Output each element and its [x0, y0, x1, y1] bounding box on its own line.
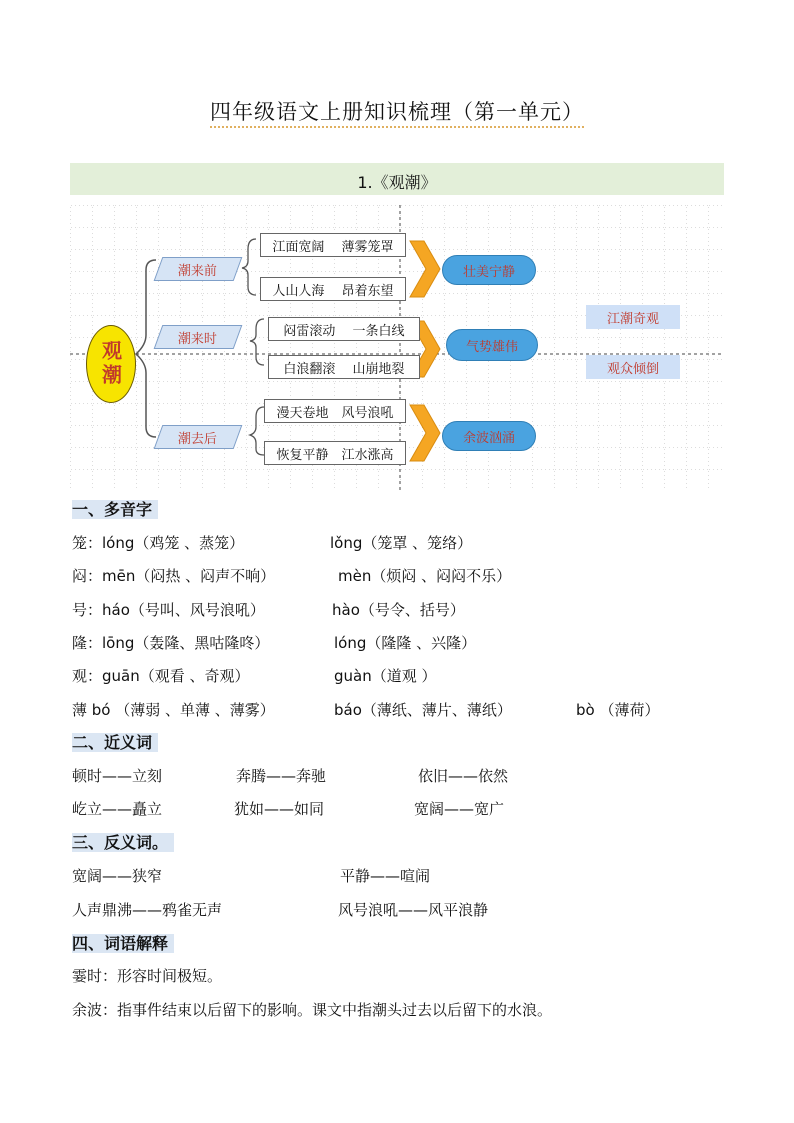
- center-node: 观潮: [86, 325, 136, 403]
- mind-map: [70, 205, 724, 490]
- result-pill: 壮美宁静: [442, 255, 536, 285]
- branch-label-before: 潮来前: [154, 257, 243, 281]
- side-label: 江潮奇观: [586, 305, 680, 329]
- side-label: 观众倾倒: [586, 355, 680, 379]
- detail-box: 漫天卷地 风号浪吼: [264, 399, 406, 423]
- section-heading: 三、反义词。: [72, 830, 174, 853]
- lesson-title: 1.《观潮》: [357, 173, 437, 192]
- section-heading: 一、多音字: [72, 497, 158, 520]
- detail-box: 恢复平静 江水涨高: [264, 441, 406, 465]
- result-pill: 气势雄伟: [446, 329, 538, 361]
- detail-box: 闷雷滚动 一条白线: [268, 317, 420, 341]
- branch-label-after: 潮去后: [154, 425, 243, 449]
- page-title: 四年级语文上册知识梳理（第一单元）: [0, 96, 794, 126]
- detail-box: 白浪翻滚 山崩地裂: [268, 355, 420, 379]
- detail-box: 江面宽阔 薄雾笼罩: [260, 233, 406, 257]
- branch-label-during: 潮来时: [154, 325, 243, 349]
- section-heading: 四、词语解释: [72, 931, 174, 954]
- section-heading: 二、近义词: [72, 730, 158, 753]
- detail-box: 人山人海 昂着东望: [260, 277, 406, 301]
- result-pill: 余波汹涌: [442, 421, 536, 451]
